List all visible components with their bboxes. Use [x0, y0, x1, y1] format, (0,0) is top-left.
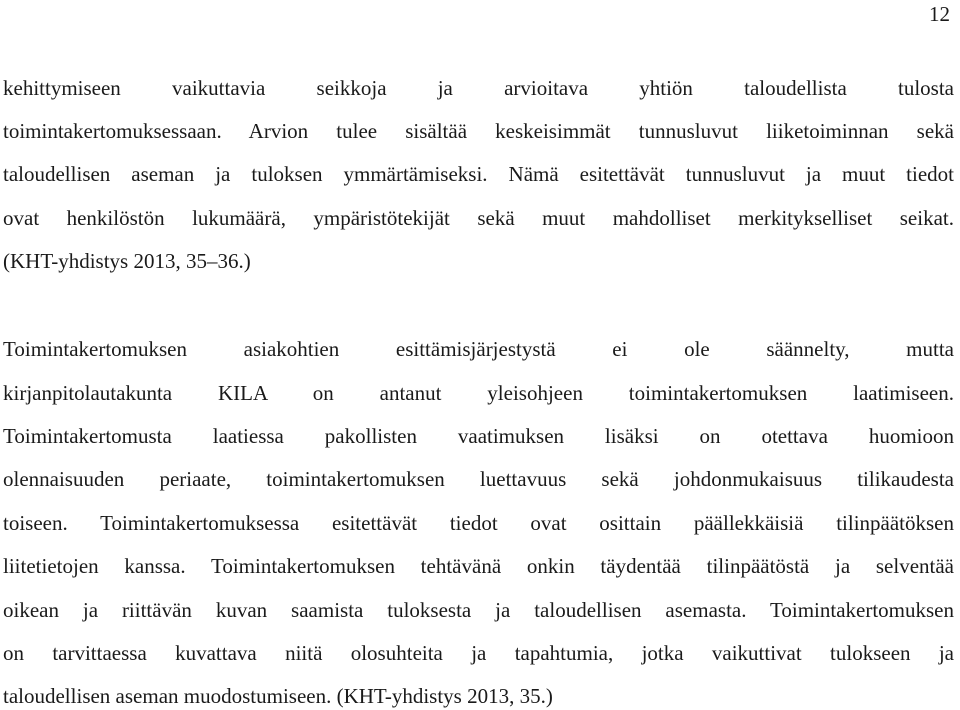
paragraph-2-line-3: Toimintakertomusta laatiessa pakollisten vaatimuksen lisäksi on otettava huomioon — [3, 424, 954, 448]
paragraph-2-line-1: Toimintakertomuksen asiakohtien esittämisjärjestystä ei ole säännelty, mutta — [3, 337, 954, 361]
paragraph-1-line-4: ovat henkilöstön lukumäärä, ympäristötekijät sekä muut mahdolliset merkitykselliset seikat. — [3, 206, 954, 230]
paragraph-2-line-5: toiseen. Toimintakertomuksessa esitettävät tiedot ovat osittain päällekkäisiä tilinpäätöksen — [3, 511, 954, 535]
paragraph-2-line-9: taloudellisen aseman muodostumiseen. (KHT-yhdistys 2013, 35.) — [3, 684, 553, 708]
paragraph-1-line-3: taloudellisen aseman ja tuloksen ymmärtämiseksi. Nämä esitettävät tunnusluvut ja muut tiedot — [3, 162, 954, 186]
paragraph-1-line-1: kehittymiseen vaikuttavia seikkoja ja arvioitava yhtiön taloudellista tulosta — [3, 76, 954, 100]
paragraph-1-line-2: toimintakertomuksessaan. Arvion tulee sisältää keskeisimmät tunnusluvut liiketoiminnan sekä — [3, 119, 954, 143]
paragraph-2-line-6: liitetietojen kanssa. Toimintakertomuksen tehtävänä onkin täydentää tilinpäätöstä ja selventää — [3, 554, 954, 578]
paragraph-2-line-8: on tarvittaessa kuvattava niitä olosuhteita ja tapahtumia, jotka vaikuttivat tulokseen ja — [3, 641, 954, 665]
paragraph-1-line-5: (KHT-yhdistys 2013, 35–36.) — [3, 249, 251, 273]
paragraph-2-line-2: kirjanpitolautakunta KILA on antanut yleisohjeen toimintakertomuksen laatimiseen. — [3, 381, 954, 405]
paragraph-2-line-7: oikean ja riittävän kuvan saamista tuloksesta ja taloudellisen asemasta. Toimintakertomuksen — [3, 598, 954, 622]
page-number: 12 — [929, 2, 950, 26]
paragraph-2-line-4: olennaisuuden periaate, toimintakertomuksen luettavuus sekä johdonmukaisuus tilikaudesta — [3, 467, 954, 491]
